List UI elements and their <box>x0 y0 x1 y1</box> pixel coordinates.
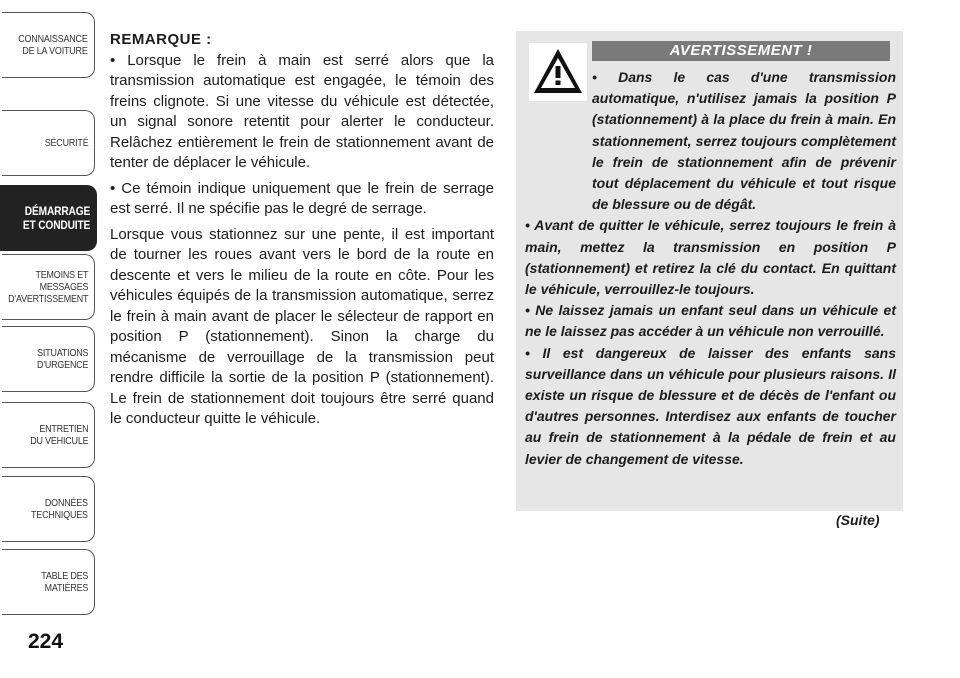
remark-heading: REMARQUE : <box>110 31 212 48</box>
warning-paragraph: • Ne laissez jamais un enfant seul dans un véhicule et ne le laissez pas accéder à un véhicule non verrouillé. <box>525 302 896 340</box>
tab-label: DONNÉES TECHNIQUES <box>31 497 88 521</box>
remark-paragraph: • Ce témoin indique uniquement que le frein de serrage est serré. Il ne spécifie pas le degré de serrage. <box>110 179 494 217</box>
warning-paragraph: • Dans le cas d'une transmission automatique, n'utilisez jamais la position P (stationnement) à la place du frein à main. En stationnement, serrez toujours complètement le frein de stationnement afin de prévenir tout déplacement du véhicule et tout risque de blessure ou de dégât. <box>592 69 896 213</box>
tab-label: SÉCURITÉ <box>44 137 88 149</box>
tab-demarrage-et-conduite[interactable] <box>0 185 97 251</box>
tab-table-des-matieres[interactable] <box>2 549 95 615</box>
page-number: 224 <box>28 630 64 653</box>
warning-title: AVERTISSEMENT ! <box>592 41 890 61</box>
warning-text <box>525 67 896 470</box>
tab-temoins-et-messages[interactable] <box>2 254 95 320</box>
tab-label: TEMOINS ET MESSAGES D'AVERTISSEMENT <box>7 269 88 305</box>
tab-label: DÉMARRAGE ET CONDUITE <box>22 204 90 232</box>
remark-section <box>110 30 494 435</box>
remark-paragraph: • Lorsque le frein à main est serré alors que la transmission automatique est engagée, le témoin des freins clignote. Si une vitesse du véhicule est détectée, un signal sonore retentit pour alerter le conducteur. Relâchez entièrement le frein de stationnement avant de tenter de déplacer le véhicule. <box>110 51 494 171</box>
continued-label: (Suite) <box>836 512 880 528</box>
tab-donnees-techniques[interactable] <box>2 476 95 542</box>
tab-label: TABLE DES MATIÈRES <box>41 570 88 594</box>
chapter-sidebar <box>0 0 100 678</box>
tab-entretien-du-vehicule[interactable] <box>2 402 95 468</box>
tab-label: ENTRETIEN DU VEHICULE <box>29 423 88 447</box>
warning-paragraph: • Il est dangereux de laisser des enfants sans surveillance dans un véhicule pour plusieurs raisons. Il existe un risque de blessure et de décès de l'enfant ou d'autres personnes. Interdisez aux enfants de toucher au frein de stationnement à la pédale de frein et au levier de changement de vitesse. <box>525 344 896 467</box>
body-paragraph: Lorsque vous stationnez sur une pente, il est important de tourner les roues avant vers le bord de la route en descente et vers le milieu de la route en côte. Pour les véhicules équipés de la transmission automatique, serrez le frein à main avant de placer le sélecteur de rapport en position P (stationnement). Sinon la charge du mécanisme de verrouillage de la transmission peut rendre difficile la sortie de la position P (stationnement). Le frein de stationnement doit toujours être serré quand le conducteur quitte le véhicule. <box>110 225 494 427</box>
warning-box <box>516 31 903 511</box>
tab-connaissance-de-la-voiture[interactable] <box>2 12 95 78</box>
tab-label: CONNAISSANCE DE LA VOITURE <box>18 33 88 57</box>
tab-situations-d-urgence[interactable] <box>2 326 95 392</box>
tab-label: SITUATIONS D'URGENCE <box>36 347 88 371</box>
tab-securite[interactable] <box>2 110 95 176</box>
warning-paragraph: • Avant de quitter le véhicule, serrez toujours le frein à main, mettez la transmission en position P (stationnement) et retirez la clé du contact. En quittant le véhicule, verrouillez-le toujours. <box>525 217 896 298</box>
